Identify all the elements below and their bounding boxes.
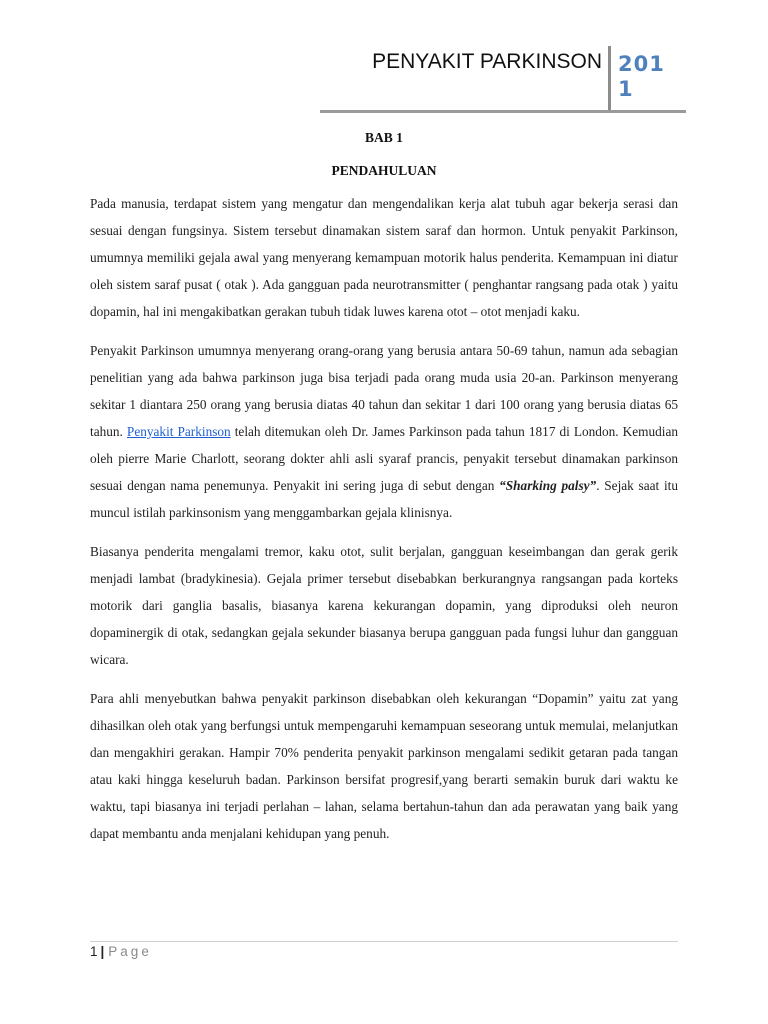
page-footer [90, 944, 152, 959]
header-year: 2011 [618, 52, 665, 101]
sharking-palsy-term: “Sharking palsy” [499, 478, 597, 493]
page-number: 1 [90, 944, 98, 959]
header-title: PENYAKIT PARKINSON [372, 50, 602, 73]
paragraph-3: Biasanya penderita mengalami tremor, kaku otot, sulit berjalan, gangguan keseimbangan dan gerak gerik menjadi lambat (bradykinesia). Gejala primer tersebut disebabkan berkurangnya rangsangan pada korteks motorik dari ganglia basalis, biasanya karena kekurangan dopamin, yang diproduksi oleh neuron dopaminergik di otak, sedangkan gejala sekunder biasanya berupa gangguan pada fungsi luhur dan gangguan wicara. [90, 544, 678, 667]
paragraph-2-text-b: telah ditemukan oleh Dr. James Parkinson pada tahun 1817 di London. Kemudian oleh pierre Marie Charlott, seorang dokter ahli asli syaraf prancis, penyakit tersebut dinamakan parkinson sesuai dengan nama penemunya. Penyakit ini sering juga di sebut dengan [90, 424, 679, 493]
footer-rule [90, 941, 678, 942]
paragraph-2-text-c: . Sejak saat itu muncul istilah parkinsonism yang menggambarkan gejala klinisnya. [90, 478, 678, 520]
paragraph-2-text-a: Penyakit Parkinson umumnya menyerang orang-orang yang berusia antara 50-69 tahun, namun ada sebagian penelitian yang ada bahwa parkinson juga bisa terjadi pada orang muda usia 20-an. Parkinson menyerang sekitar 1 diantara 250 orang yang berusia diatas 40 tahun dan sekitar 1 dari 100 orang yang berusia diatas 65 tahun. [90, 343, 678, 439]
footer-separator: | [100, 944, 105, 959]
penyakit-parkinson-link[interactable]: Penyakit Parkinson [126, 424, 231, 439]
chapter-number: BAB 1 [365, 130, 403, 145]
footer-page-label: Page [108, 944, 152, 959]
chapter-title: PENDAHULUAN [331, 163, 437, 178]
header-rule [320, 110, 686, 113]
paragraph-2 [90, 337, 678, 526]
header-divider [608, 46, 611, 112]
document-body [90, 190, 678, 859]
paragraph-4: Para ahli menyebutkan bahwa penyakit parkinson disebabkan oleh kekurangan “Dopamin” yaitu zat yang dihasilkan oleh otak yang berfungsi untuk mempengaruhi kemampuan seseorang untuk memulai, melanjutkan dan mengakhiri gerakan. Hampir 70% penderita penyakit parkinson mengalami sedikit getaran pada tangan atau kaki hingga keseluruh badan. Parkinson bersifat progresif,yang berarti semakin buruk dari waktu ke waktu, tapi biasanya ini terjadi perlahan – lahan, selama bertahun-tahun dan ada perawatan yang baik yang dapat membantu anda menjalani kehidupan yang penuh. [90, 691, 678, 841]
paragraph-1: Pada manusia, terdapat sistem yang mengatur dan mengendalikan kerja alat tubuh agar bekerja serasi dan sesuai dengan fungsinya. Sistem tersebut dinamakan sistem saraf dan hormon. Untuk penyakit Parkinson, umumnya memiliki gejala awal yang menyerang kemampuan motorik halus penderita. Kemampuan ini diatur oleh sistem saraf pusat ( otak ). Ada gangguan pada neurotransmitter ( penghantar rangsang pada otak ) yaitu dopamin, hal ini mengakibatkan gerakan tubuh tidak luwes karena otot – otot menjadi kaku. [90, 196, 678, 319]
